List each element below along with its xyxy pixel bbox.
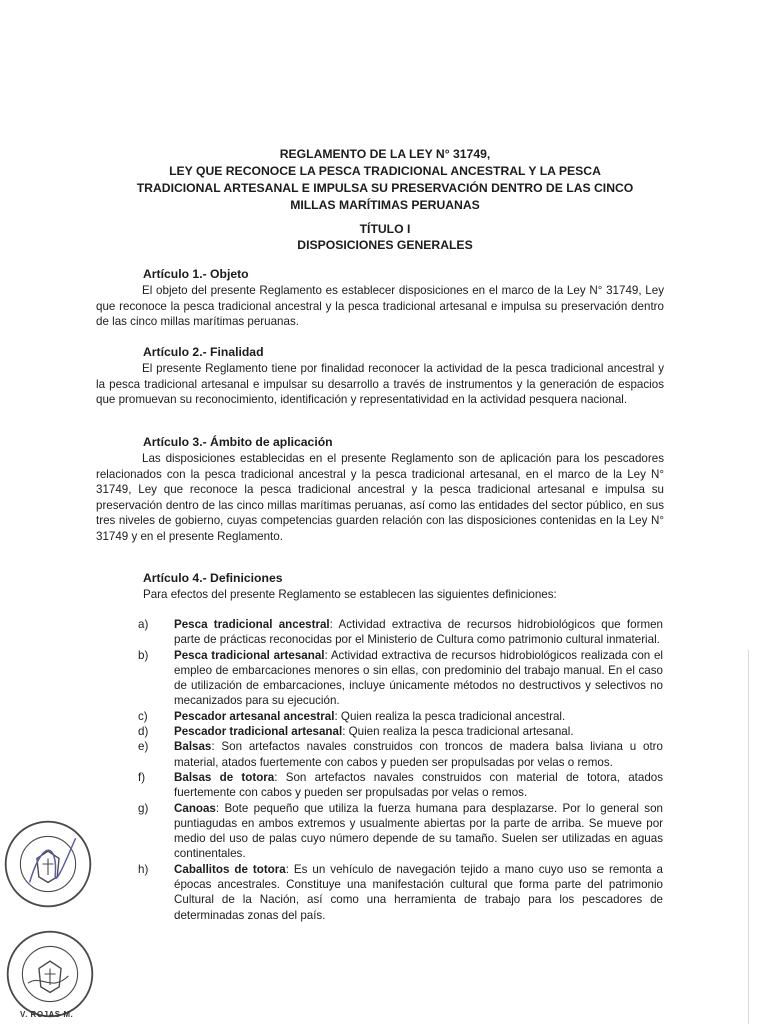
title-line-3: TRADICIONAL ARTESANAL E IMPULSA SU PRESERVACIÓN DENTRO DE LAS CINCO: [136, 181, 634, 195]
definition-term: Caballitos de totora: [174, 862, 286, 876]
definition-text: : Son artefactos navales construidos con troncos de madera balsa liviana u otro material, atados fuertemente con cabos y pueden ser propulsadas por velas o remos.: [174, 740, 663, 769]
definition-letter: e): [138, 740, 149, 754]
definition-letter: d): [138, 725, 149, 739]
definition-term: Canoas: [174, 801, 216, 815]
definition-term: Pescador tradicional artesanal: [174, 725, 343, 739]
definition-item: [138, 739, 663, 770]
article-1-heading: Artículo 1.- Objeto: [143, 267, 249, 281]
definition-text: : Quien realiza la pesca tradicional artesanal.: [342, 725, 574, 739]
definition-term: Pescador artesanal ancestral: [174, 709, 335, 723]
article-4-heading: Artículo 4.- Definiciones: [143, 571, 283, 585]
definition-term: Pesca tradicional artesanal: [174, 648, 325, 662]
article-3-heading: Artículo 3.- Ámbito de aplicación: [143, 435, 333, 449]
seal-icon: [4, 928, 96, 1020]
definition-letter: b): [138, 648, 149, 662]
title-line-2: LEY QUE RECONOCE LA PESCA TRADICIONAL ANCESTRAL Y LA PESCA: [169, 164, 601, 178]
definition-item: [138, 709, 663, 724]
definition-item: [138, 648, 663, 709]
definition-term: Pesca tradicional ancestral: [174, 618, 330, 631]
title-line-1: REGLAMENTO DE LA LEY N° 31749,: [279, 147, 491, 161]
stamp-caption: V. ROJAS M.: [20, 1010, 74, 1019]
definition-text: : Bote pequeño que utiliza la fuerza humana para desplazarse. Por lo general son puntiagudas en ambos extremos y usualmente abiertas por la parte de arriba. Se mueve por medio del uso de palas cuyo número depende de su tamaño. Suelen ser utilizadas en aguas continentales.: [174, 801, 663, 861]
article-2-heading: Artículo 2.- Finalidad: [143, 345, 264, 359]
definition-text: : Actividad extractiva de recursos hidrobiológicos realizada con el empleo de embarcaciones menores o sin ellas, con predominio del trabajo manual. En el caso de utilización de embarcaciones, incluye únicamente métodos no destructivos y selectivos no mecanizados para su ejecución.: [174, 648, 663, 708]
definition-item: [138, 770, 663, 801]
document-title: [90, 146, 680, 214]
definition-term: Balsas: [174, 740, 212, 754]
definition-letter: f): [138, 770, 146, 784]
definition-letter: a): [138, 618, 149, 631]
definition-item: [138, 801, 663, 862]
article-2-text: El presente Reglamento tiene por finalidad reconocer la actividad de la pesca tradicional ancestral y la pesca tradicional artesanal e impulsar su desarrollo a través de instrumentos y la generación de espacios que promuevan su reconocimiento, identificación y representatividad en la actividad pesquera nacional.: [96, 362, 664, 406]
definition-text: : Es un vehículo de navegación tejido a mano cuyo uso se remonta a épocas ancestrales. Constituye una manifestación cultural que forma parte del patrimonio Cultural de la Nación, así como una herramienta de trabajo para los pescadores de determinadas zonas del país.: [174, 862, 663, 922]
definition-letter: g): [138, 801, 149, 815]
ministry-seal-stamp: [2, 818, 94, 910]
definition-letter: h): [138, 862, 149, 876]
definition-term: Balsas de totora: [174, 770, 275, 784]
titulo-number: TÍTULO I: [359, 222, 411, 236]
article-4-intro: Para efectos del presente Reglamento se establecen las siguientes definiciones:: [143, 588, 557, 601]
definition-text: : Actividad extractiva de recursos hidrobiológicos que formen parte de prácticas reconocidas por el Ministerio de Cultura como patrimonio cultural inmaterial.: [174, 618, 663, 647]
definitions-list: [138, 617, 663, 923]
titulo-name: DISPOSICIONES GENERALES: [297, 238, 473, 252]
definition-text: : Son artefactos navales construidos con material de totora, atados fuertemente con cabos y pueden ser propulsadas por velas o remos.: [174, 770, 664, 800]
definition-item: [138, 617, 663, 648]
definition-item: [138, 862, 663, 923]
page-edge-line: [748, 650, 749, 1024]
ministry-seal-stamp: [4, 928, 96, 1020]
article-3-text: Las disposiciones establecidas en el presente Reglamento son de aplicación para los pescadores relacionados con la pesca tradicional ancestral y la pesca tradicional artesanal, en el marco de la Ley N° 31749, Ley que reconoce la pesca tradicional ancestral y la pesca tradicional artesanal e impulsa su preservación dentro de las cinco millas marítimas peruanas, así como las entidades del sector público, en sus tres niveles de gobierno, cuyas competencias guarden relación con las disposiciones contenidas en la Ley N° 31749 y en el presente Reglamento.: [96, 452, 664, 543]
seal-icon: [2, 818, 94, 910]
definition-item: [138, 724, 663, 739]
definition-letter: c): [138, 709, 148, 723]
definition-text: : Quien realiza la pesca tradicional ancestral.: [334, 709, 566, 723]
title-line-4: MILLAS MARÍTIMAS PERUANAS: [290, 198, 480, 212]
article-1-text: El objeto del presente Reglamento es establecer disposiciones en el marco de la Ley N° 31749, Ley que reconoce la pesca tradicional ancestral y la pesca tradicional artesanal e impulsa su preservación dentro de las cinco millas marítimas peruanas.: [96, 284, 664, 328]
titulo-heading: [200, 221, 570, 253]
